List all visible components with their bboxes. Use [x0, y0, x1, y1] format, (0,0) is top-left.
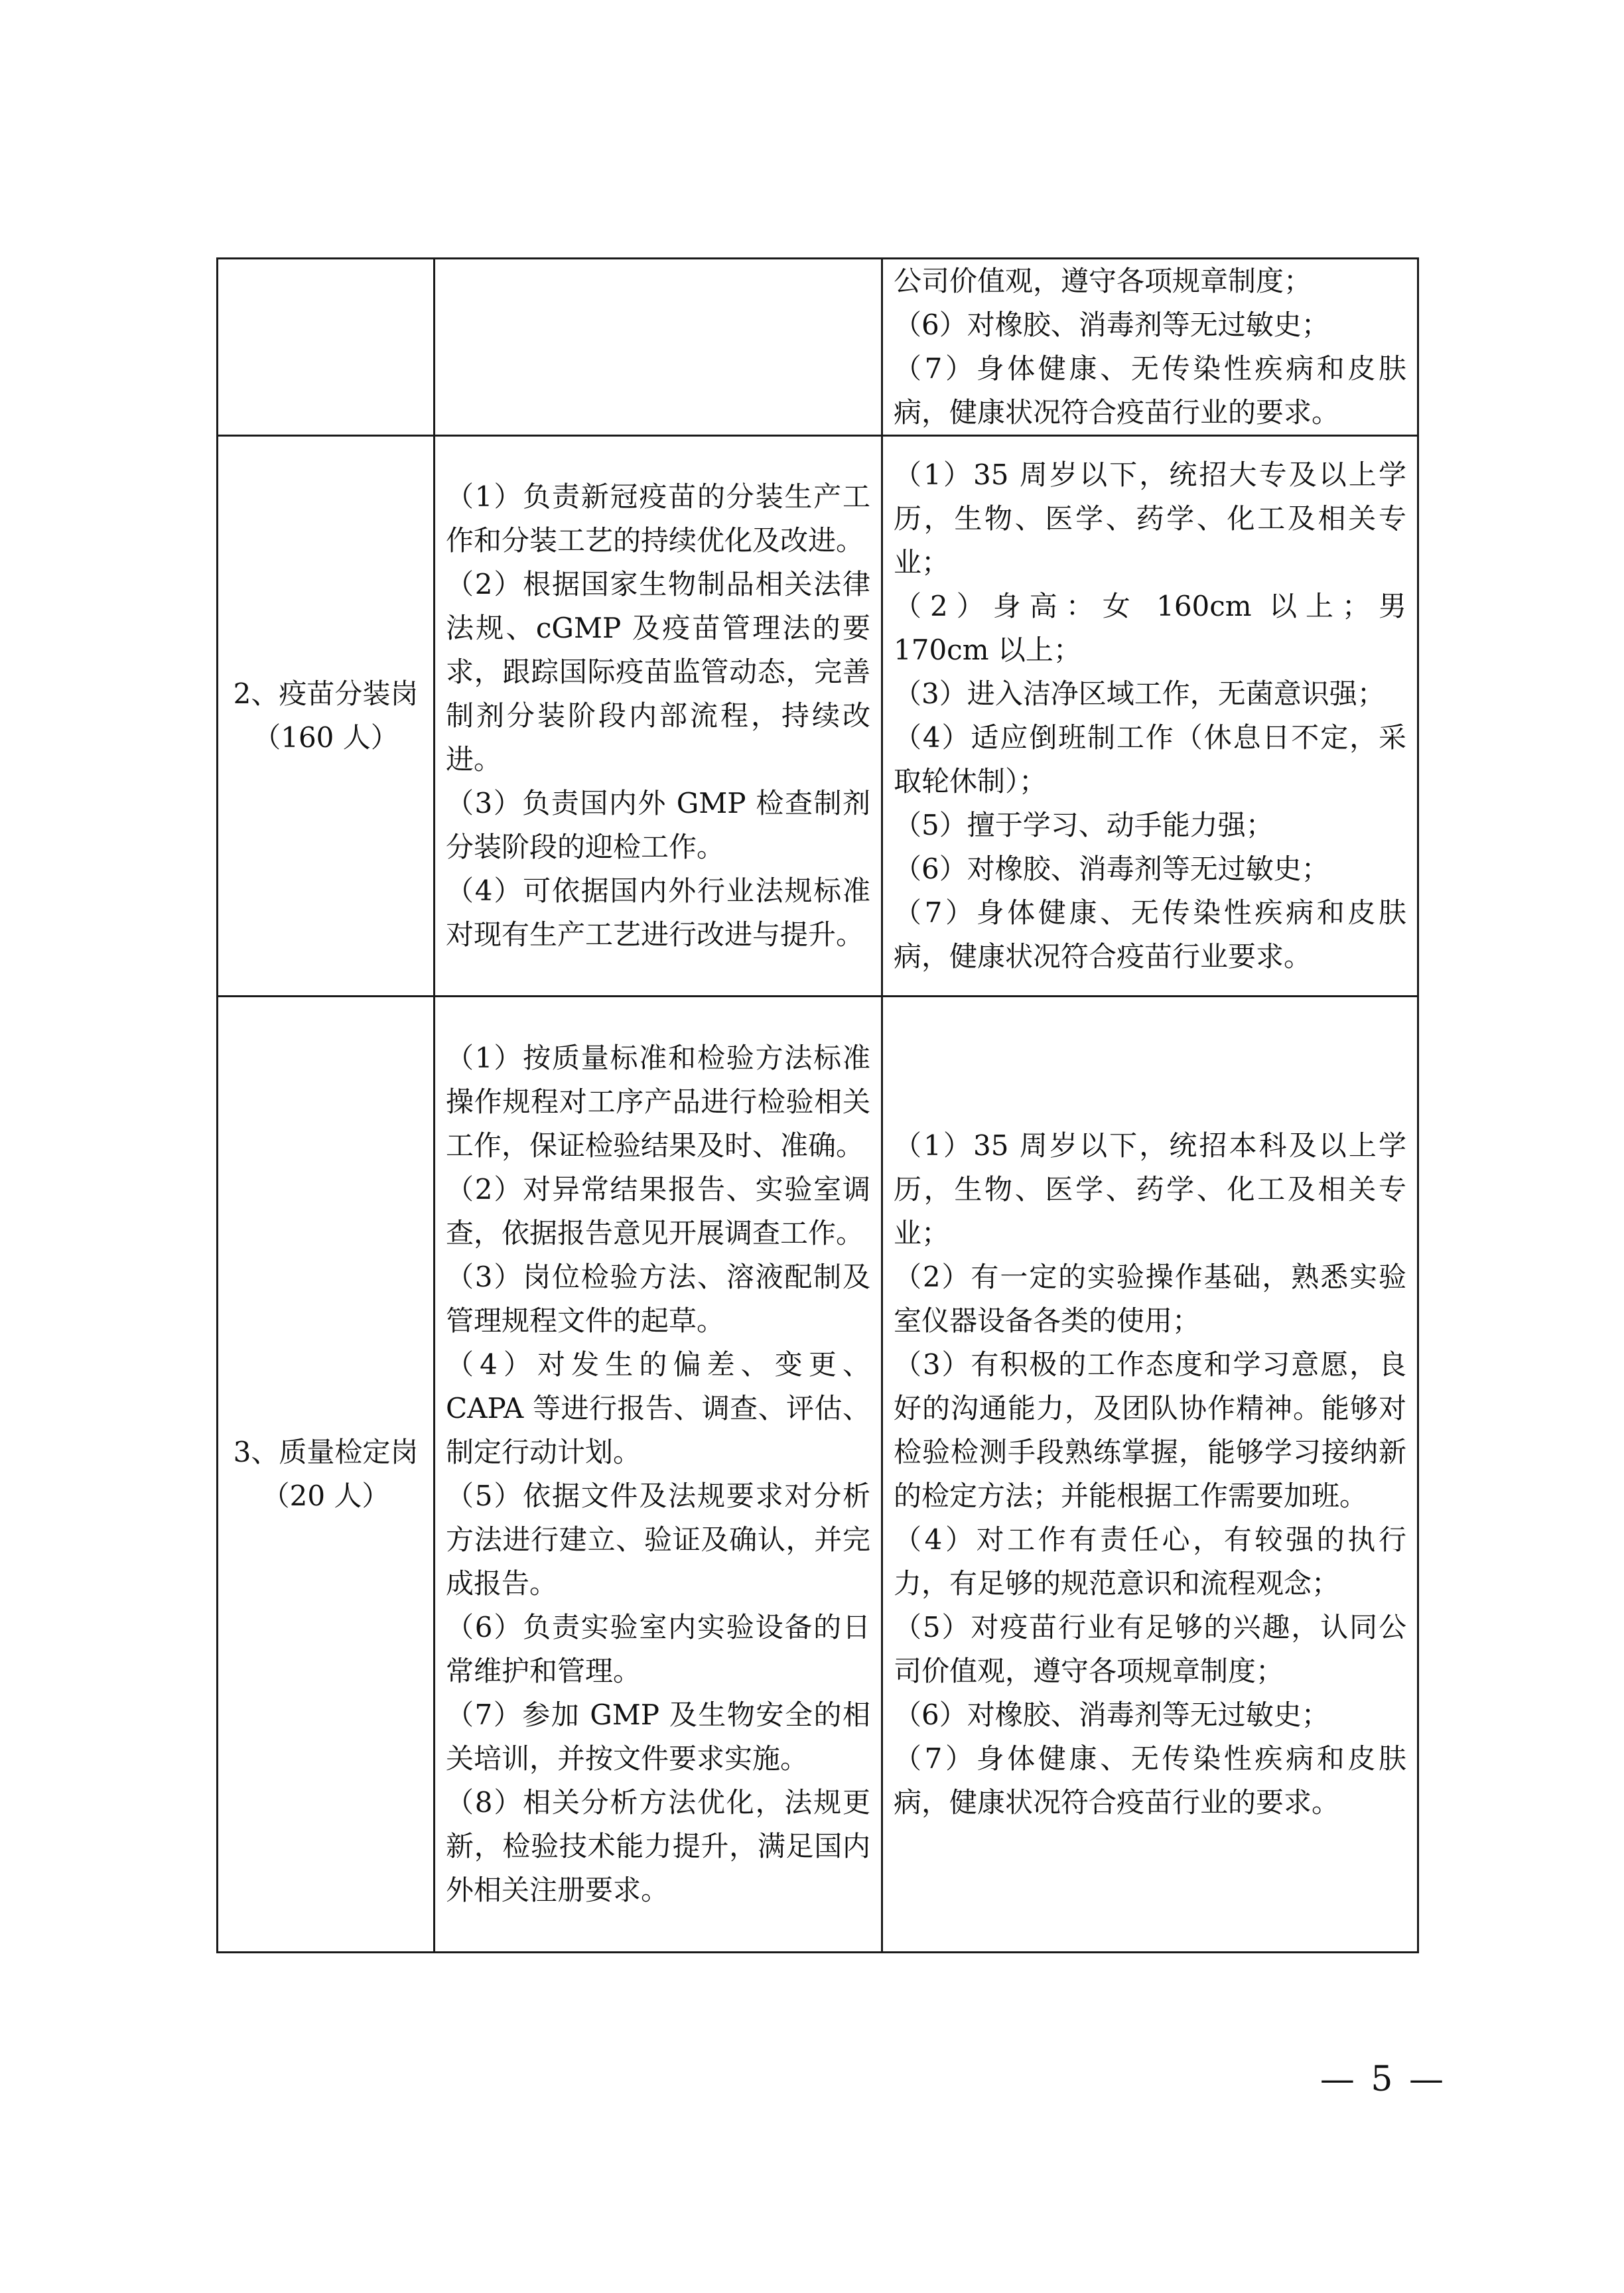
requirement-item: （3）进入洁净区域工作，无菌意识强；: [894, 677, 1385, 710]
duty-item: （1）按质量标准和检验方法标准操作规程对工序产品进行检验相关工作，保证检验结果及时、准确。: [446, 1042, 870, 1162]
position-title: 2、疫苗分装岗: [233, 677, 419, 710]
table-row: [218, 259, 1418, 436]
duty-item: （4）可依据国内外行业法规标准对现有生产工艺进行改进与提升。: [446, 874, 870, 951]
requirement-item: 公司价值观，遵守各项规章制度；: [894, 265, 1312, 297]
requirement-item: （6）对橡胶、消毒剂等无过敏史；: [894, 1699, 1329, 1731]
duty-item: （1）负责新冠疫苗的分装生产工作和分装工艺的持续优化及改进。: [446, 480, 870, 557]
duties-cell: [435, 436, 882, 997]
requirement-item: （5）对疫苗行业有足够的兴趣，认同公司价值观，遵守各项规章制度；: [894, 1611, 1406, 1687]
requirement-item: （1）35 周岁以下，统招本科及以上学历，生物、医学、药学、化工及相关专业；: [894, 1129, 1406, 1249]
position-cell: [218, 436, 435, 997]
requirement-item: （6）对橡胶、消毒剂等无过敏史；: [894, 853, 1329, 885]
duty-item: （8）相关分析方法优化，法规更新，检验技术能力提升，满足国内外相关注册要求。: [446, 1786, 870, 1906]
requirement-item: （7）身体健康、无传染性疾病和皮肤病，健康状况符合疫苗行业要求。: [894, 896, 1406, 973]
requirements-cell: [882, 259, 1418, 436]
requirement-item: （5）擅于学习、动手能力强；: [894, 809, 1274, 841]
duty-item: （2）根据国家生物制品相关法律法规、cGMP 及疫苗管理法的要求，跟踪国际疫苗监管动态，完善制剂分装阶段内部流程，持续改进。: [446, 568, 870, 776]
duty-item: （7）参加 GMP 及生物安全的相关培训，并按文件要求实施。: [446, 1699, 870, 1775]
duty-item: （4）对发生的偏差、变更、CAPA 等进行报告、调查、评估、制定行动计划。: [446, 1348, 870, 1468]
requirement-item: （2）身高：女 160cm 以上；男 170cm 以上；: [894, 590, 1406, 666]
requirements-cell: [882, 997, 1418, 1953]
duties-cell: [435, 259, 882, 436]
duty-item: （5）依据文件及法规要求对分析方法进行建立、验证及确认，并完成报告。: [446, 1480, 870, 1600]
duty-item: （6）负责实验室内实验设备的日常维护和管理。: [446, 1611, 870, 1687]
duty-item: （3）岗位检验方法、溶液配制及管理规程文件的起草。: [446, 1261, 870, 1337]
position-title: 3、质量检定岗: [233, 1436, 419, 1468]
page-number: — 5 —: [1320, 2059, 1446, 2099]
duty-item: （2）对异常结果报告、实验室调查，依据报告意见开展调查工作。: [446, 1173, 870, 1249]
position-headcount: （160 人）: [253, 721, 399, 754]
table-row: [218, 997, 1418, 1953]
duty-item: （3）负责国内外 GMP 检查制剂分装阶段的迎检工作。: [446, 787, 870, 863]
requirement-item: （7）身体健康、无传染性疾病和皮肤病，健康状况符合疫苗行业的要求。: [894, 352, 1406, 429]
table-row: [218, 436, 1418, 997]
recruitment-table: [216, 257, 1419, 1953]
position-headcount: （20 人）: [261, 1480, 390, 1512]
requirement-item: （3）有积极的工作态度和学习意愿，良好的沟通能力，及团队协作精神。能够对检验检测手段熟练掌握，能够学习接纳新的检定方法；并能根据工作需要加班。: [894, 1348, 1406, 1512]
duties-cell: [435, 997, 882, 1953]
position-cell: [218, 997, 435, 1953]
requirement-item: （6）对橡胶、消毒剂等无过敏史；: [894, 309, 1329, 341]
requirement-item: （7）身体健康、无传染性疾病和皮肤病，健康状况符合疫苗行业的要求。: [894, 1742, 1406, 1819]
requirement-item: （4）适应倒班制工作（休息日不定，采取轮休制）；: [894, 721, 1406, 798]
requirement-item: （1）35 周岁以下，统招大专及以上学历，生物、医学、药学、化工及相关专业；: [894, 458, 1406, 579]
requirements-cell: [882, 436, 1418, 997]
position-cell: [218, 259, 435, 436]
requirement-item: （2）有一定的实验操作基础，熟悉实验室仪器设备各类的使用；: [894, 1261, 1406, 1337]
requirement-item: （4）对工作有责任心，有较强的执行力，有足够的规范意识和流程观念；: [894, 1523, 1406, 1600]
